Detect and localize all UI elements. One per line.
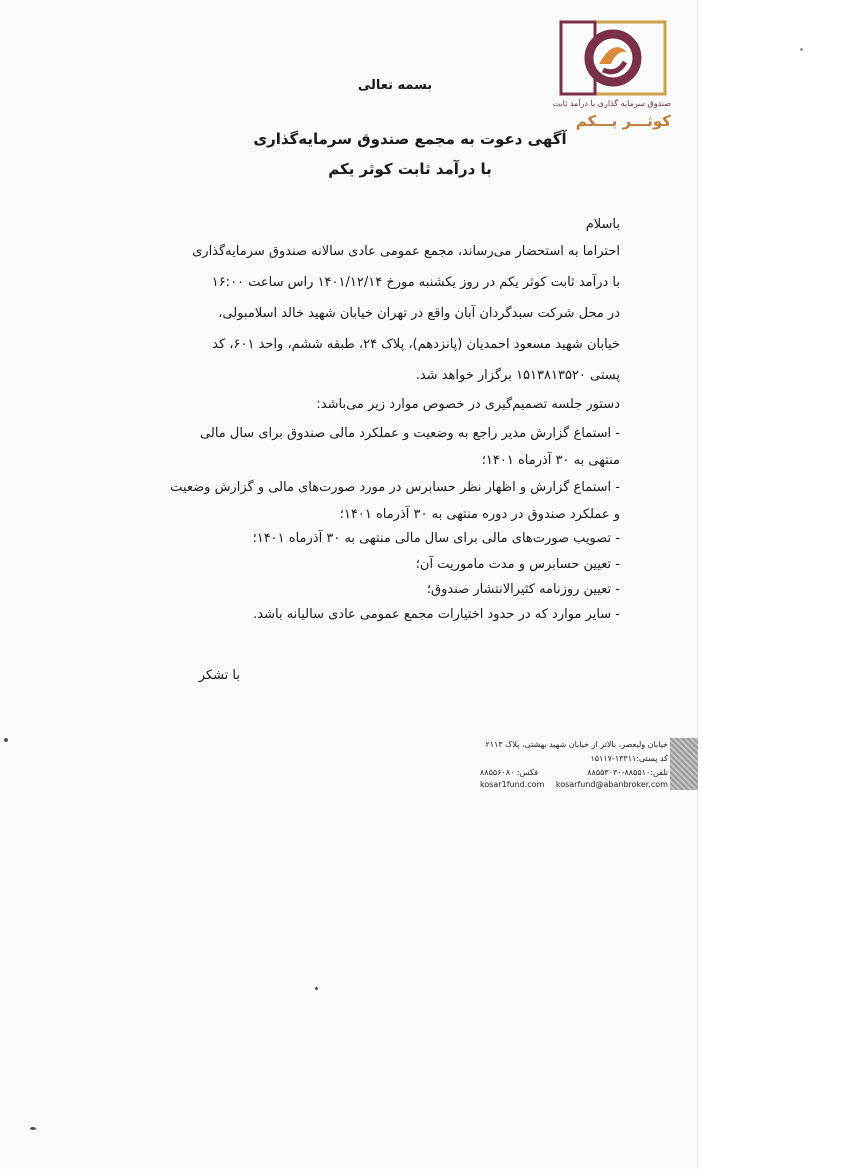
body-line-1: احتراما به استحضار می‌رساند، مجمع عمومی عادی سالانه صندوق سرمایه‌گذاری [192, 244, 620, 259]
agenda-item-4: - تعیین حسابرس و مدت ماموریت آن؛ [415, 557, 620, 572]
footer-phone: تلفن:۸۸۵۵۱۰-۸۸۵۵۳۰۳۰ [587, 768, 668, 777]
footer-pattern [670, 738, 698, 790]
scan-margin [697, 0, 848, 1169]
fund-logo-icon [559, 20, 667, 96]
closing: با تشکر [198, 668, 240, 683]
footer-fax: فکس: ۸۸۵۵۶۰۸۰ [480, 768, 539, 777]
footer-website: kosar1fund.com [480, 780, 545, 789]
agenda-item-1-cont: منتهی به ۳۰ آذرماه ۱۴۰۱؛ [481, 453, 620, 468]
footer-address: خیابان ولیعصر، بالاتر از خیابان شهید بهشتی، پلاک ۲۱۱۳ [485, 740, 668, 749]
body-line-4: خیابان شهید مسعود احمدیان (پانزدهم)، پلاک ۲۴، طبقه ششم، واحد ۶۰۱، کد [212, 337, 620, 352]
footer-email: kosarfund@abanbroker.com [555, 780, 668, 789]
scan-speck [315, 987, 318, 990]
notice-title-line-1: آگهی دعوت به مجمع صندوق سرمایه‌گذاری [253, 130, 567, 148]
agenda-item-1: - استماع گزارش مدیر راجع به وضعیت و عملکرد مالی صندوق برای سال مالی [200, 426, 620, 441]
agenda-item-2-cont: و عملکرد صندوق در دوره منتهی به ۳۰ آذرماه ۱۴۰۱؛ [339, 507, 620, 522]
basmala: بسمه تعالی [357, 78, 433, 93]
fund-logo [552, 20, 671, 132]
greeting: باسلام [585, 217, 620, 232]
logo-subtitle: صندوق سرمایه گذاری با درآمد ثابت [552, 99, 671, 108]
scan-speck [800, 48, 803, 51]
notice-title-line-2: با درآمد ثابت کوثر یکم [328, 160, 492, 178]
footer-postal: کد پستی:۱۳۳۱۱-۱۵۱۱۷ [590, 754, 668, 763]
body-line-3: در محل شرکت سبدگردان آبان واقع در تهران خیابان شهید خالد اسلامبولی، [218, 306, 620, 321]
body-line-5: پستی ۱۵۱۳۸۱۳۵۲۰ برگزار خواهد شد. [415, 368, 620, 383]
scan-speck [4, 738, 8, 742]
agenda-intro: دستور جلسه تصمیم‌گیری در خصوص موارد زیر می‌باشد: [316, 397, 620, 412]
body-line-2: با درآمد ثابت کوثر یکم در روز یکشنبه مورخ ۱۴۰۱/۱۲/۱۴ راس ساعت ۱۶:۰۰ [211, 275, 620, 290]
agenda-item-5: - تعیین روزنامه کثیرالانتشار صندوق؛ [426, 582, 620, 597]
agenda-item-2: - استماع گزارش و اظهار نظر حسابرس در مورد صورت‌های مالی و گزارش وضعیت [170, 480, 620, 495]
scan-speck [30, 1127, 36, 1130]
footer-contact [470, 738, 698, 794]
agenda-item-6: - سایر موارد که در حدود اختیارات مجمع عمومی عادی سالیانه باشد. [253, 607, 620, 622]
agenda-item-3: - تصویب صورت‌های مالی برای سال مالی منتهی به ۳۰ آذرماه ۱۴۰۱؛ [252, 531, 620, 546]
logo-name: کوثـــر یـــکم [575, 112, 671, 130]
